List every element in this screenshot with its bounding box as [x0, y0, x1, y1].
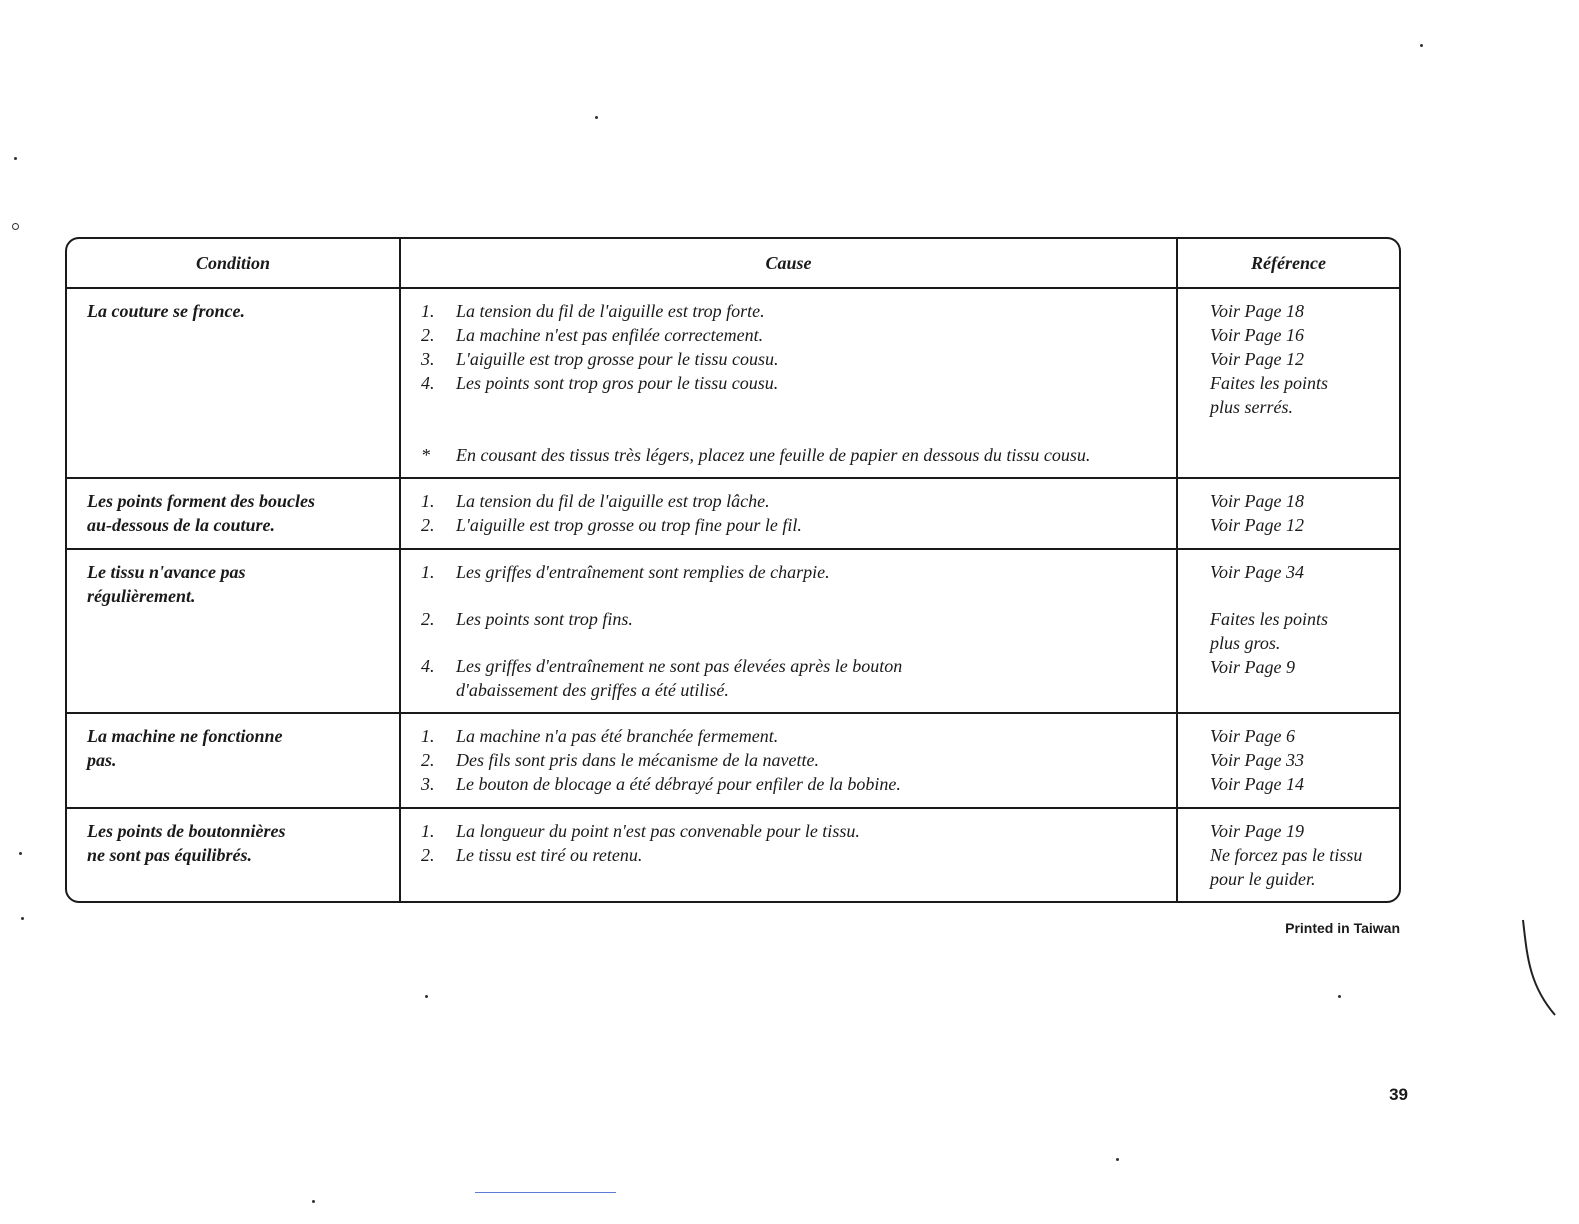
cause-text: Le bouton de blocage a été débrayé pour enfiler de la bobine. — [456, 774, 901, 794]
row-4-reference — [1178, 714, 1399, 809]
reference-line: Voir Page 19 — [1210, 821, 1304, 841]
cause-text: Les points sont trop gros pour le tissu cousu. — [456, 373, 779, 393]
scan-speck — [595, 116, 598, 119]
reference-line: Voir Page 18 — [1210, 491, 1304, 511]
header-condition: Condition — [67, 239, 401, 289]
row-3-condition — [67, 550, 401, 714]
cause-number: 1. — [421, 726, 435, 746]
row-1-cause — [401, 289, 1178, 479]
cause-item — [421, 347, 1176, 371]
cause-number: 1. — [421, 491, 435, 511]
reference-line: Voir Page 12 — [1210, 349, 1304, 369]
cause-item — [421, 819, 1176, 843]
cause-text: Les points sont trop fins. — [456, 609, 633, 629]
row-4-condition — [67, 714, 401, 809]
condition-line: La couture se fronce. — [87, 301, 245, 321]
cause-text: La machine n'a pas été branchée fermement. — [456, 726, 779, 746]
reference-line: Voir Page 16 — [1210, 325, 1304, 345]
row-2-cause — [401, 479, 1178, 550]
cause-number: 2. — [421, 515, 435, 535]
scan-speck — [12, 223, 19, 230]
cause-number: 1. — [421, 562, 435, 582]
cause-number: 1. — [421, 821, 435, 841]
scan-speck — [312, 1200, 315, 1203]
scan-speck — [425, 995, 428, 998]
scan-speck — [14, 157, 17, 160]
cause-text: La tension du fil de l'aiguille est trop forte. — [456, 301, 765, 321]
cause-number: 3. — [421, 349, 435, 369]
reference-line: plus gros. — [1210, 633, 1281, 653]
row-5-cause — [401, 809, 1178, 901]
condition-line: ne sont pas équilibrés. — [87, 845, 253, 865]
row-5-condition — [67, 809, 401, 901]
reference-line: Voir Page 14 — [1210, 774, 1304, 794]
header-reference: Référence — [1178, 239, 1399, 289]
cause-number: 1. — [421, 301, 435, 321]
cause-number: 2. — [421, 845, 435, 865]
condition-line: Les points forment des boucles — [87, 491, 315, 511]
cause-number: 2. — [421, 750, 435, 770]
cause-item — [421, 772, 1176, 796]
cause-text: La machine n'est pas enfilée correctement. — [456, 325, 764, 345]
cause-text: Des fils sont pris dans le mécanisme de la navette. — [456, 750, 819, 770]
cause-text: Les griffes d'entraînement sont remplies de charpie. — [456, 562, 830, 582]
page-number: 39 — [1389, 1085, 1408, 1104]
cause-item — [421, 724, 1176, 748]
row-3-cause — [401, 550, 1178, 714]
cause-number: 2. — [421, 609, 435, 629]
scan-speck — [1338, 995, 1341, 998]
row-2-condition — [67, 479, 401, 550]
reference-line: plus serrés. — [1210, 397, 1294, 417]
scan-speck — [1116, 1158, 1119, 1161]
cause-number: 2. — [421, 325, 435, 345]
cause-item — [421, 654, 1176, 678]
reference-line: Voir Page 34 — [1210, 562, 1304, 582]
condition-line: au-dessous de la couture. — [87, 515, 276, 535]
note-text: En cousant des tissus très légers, placez une feuille de papier en dessous du tissu cousu. — [456, 445, 1091, 465]
row-1-reference — [1178, 289, 1399, 479]
cause-text: L'aiguille est trop grosse pour le tissu cousu. — [456, 349, 779, 369]
cause-text: La tension du fil de l'aiguille est trop lâche. — [456, 491, 770, 511]
condition-line: pas. — [87, 750, 117, 770]
scan-speck — [19, 852, 22, 855]
cause-item — [421, 513, 1176, 537]
cause-item — [421, 489, 1176, 513]
reference-line: Voir Page 33 — [1210, 750, 1304, 770]
reference-line: Faites les points — [1210, 609, 1328, 629]
scan-underline-mark — [475, 1192, 616, 1193]
cause-item — [421, 843, 1176, 867]
reference-line: pour le guider. — [1210, 869, 1316, 889]
condition-line: Le tissu n'avance pas — [87, 562, 246, 582]
scan-speck — [21, 917, 24, 920]
row-4-cause — [401, 714, 1178, 809]
cause-text: Le tissu est tiré ou retenu. — [456, 845, 643, 865]
condition-line: Les points de boutonnières — [87, 821, 286, 841]
condition-line: La machine ne fonctionne — [87, 726, 283, 746]
reference-line: Voir Page 9 — [1210, 657, 1295, 677]
reference-line: Voir Page 6 — [1210, 726, 1295, 746]
troubleshooting-table — [65, 237, 1401, 903]
row-1-condition — [67, 289, 401, 479]
reference-line: Faites les points — [1210, 373, 1328, 393]
cause-text: La longueur du point n'est pas convenable pour le tissu. — [456, 821, 860, 841]
cause-item — [421, 299, 1176, 323]
cause-item — [421, 323, 1176, 347]
reference-line: Ne forcez pas le tissu — [1210, 845, 1363, 865]
cause-number: 3. — [421, 774, 435, 794]
condition-line: régulièrement. — [87, 586, 196, 606]
row-3-reference — [1178, 550, 1399, 714]
cause-continuation: d'abaissement des griffes a été utilisé. — [456, 680, 729, 700]
cause-number: 4. — [421, 373, 435, 393]
note-asterisk: * — [421, 445, 430, 465]
cause-item — [421, 607, 1176, 631]
cause-number: 4. — [421, 656, 435, 676]
cause-text: Les griffes d'entraînement ne sont pas élevées après le bouton — [456, 656, 903, 676]
reference-line: Voir Page 12 — [1210, 515, 1304, 535]
cause-text: L'aiguille est trop grosse ou trop fine pour le fil. — [456, 515, 802, 535]
scan-speck — [1420, 44, 1423, 47]
printed-in-note: Printed in Taiwan — [1285, 920, 1400, 936]
row-5-reference — [1178, 809, 1399, 901]
header-cause: Cause — [401, 239, 1178, 289]
row-2-reference — [1178, 479, 1399, 550]
cause-item — [421, 748, 1176, 772]
scan-edge-mark — [1515, 915, 1565, 1025]
cause-note — [421, 443, 1176, 467]
reference-line: Voir Page 18 — [1210, 301, 1304, 321]
cause-item — [421, 560, 1176, 584]
cause-item — [421, 371, 1176, 395]
